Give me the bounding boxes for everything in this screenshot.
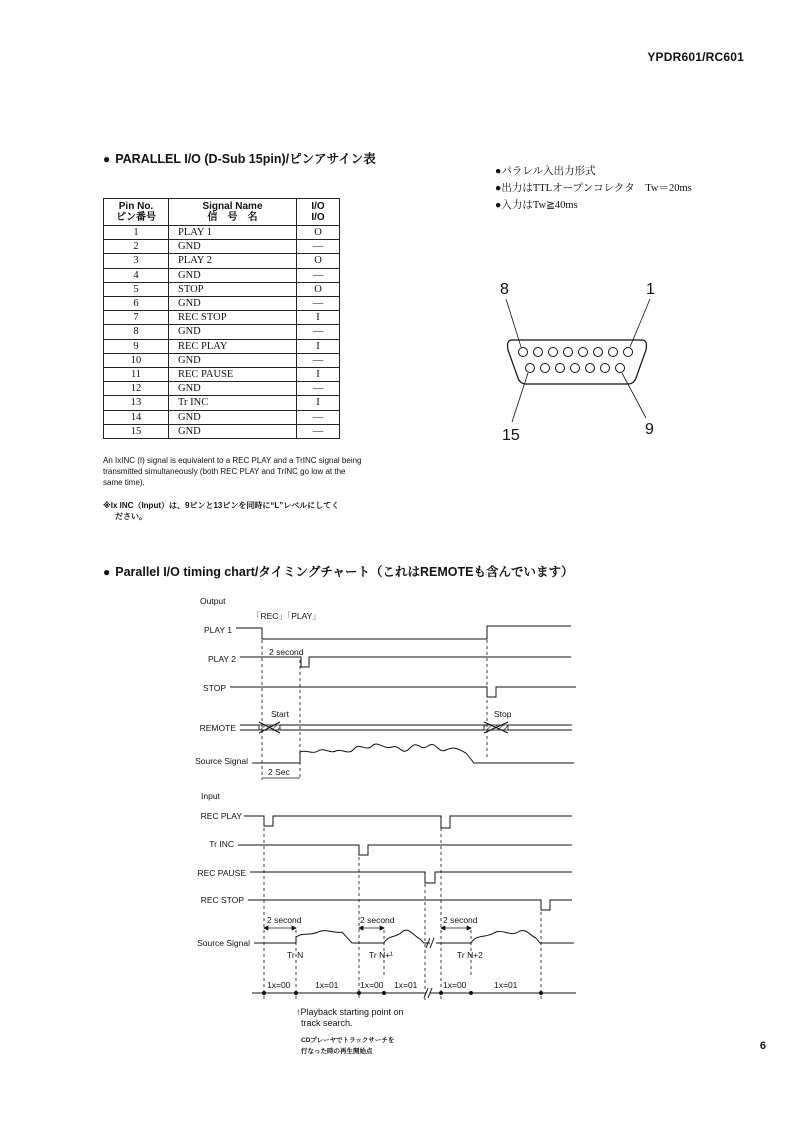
parallel-io-title [103, 149, 376, 167]
ixinc-note-jp [103, 500, 423, 522]
cell-io: — [297, 268, 340, 282]
dsub-connector-diagram [490, 272, 670, 447]
cell-io: O [297, 282, 340, 296]
cell-signal: STOP [169, 282, 297, 296]
cell-pin: 9 [104, 339, 169, 353]
cell-io: — [297, 325, 340, 339]
cell-signal: GND [169, 424, 297, 438]
spec-input: ●入力はTw≧40ms [495, 200, 578, 211]
source-signal-output-label: Source Signal [195, 756, 248, 766]
rec-pause-waveform [250, 872, 572, 883]
cell-pin: 8 [104, 325, 169, 339]
play2-2second-label: 2 second [269, 647, 304, 657]
cell-signal: REC PLAY [169, 339, 297, 353]
rec-stop-label: REC STOP [200, 895, 244, 905]
cell-pin: 10 [104, 353, 169, 367]
table-row [104, 282, 340, 296]
timing-guides [262, 628, 541, 1000]
cell-io: I [297, 396, 340, 410]
input-2second-b: 2 second [360, 915, 395, 925]
cell-pin: 15 [104, 424, 169, 438]
source-input-waveform [254, 930, 574, 943]
bullet-icon: ● [103, 152, 111, 166]
pin-assignment-table [103, 198, 340, 439]
cell-pin: 13 [104, 396, 169, 410]
ix01-a: 1x=01 [315, 980, 339, 990]
break-marks [424, 938, 434, 998]
cell-pin: 7 [104, 311, 169, 325]
table-row [104, 424, 340, 438]
spec-format: ●パラレル入出力形式 [495, 166, 596, 177]
cell-signal: PLAY 1 [169, 226, 297, 240]
timing-chart-title-text: Parallel I/O timing chart/タイミングチャート（これはREMOTEも含んでいます） [115, 565, 574, 579]
cell-pin: 1 [104, 226, 169, 240]
cell-pin: 12 [104, 382, 169, 396]
table-row [104, 311, 340, 325]
pin-1-label: 1 [646, 281, 655, 298]
cell-signal: REC PAUSE [169, 368, 297, 382]
cell-pin: 3 [104, 254, 169, 268]
cell-io: I [297, 311, 340, 325]
table-row [104, 396, 340, 410]
cell-signal: GND [169, 240, 297, 254]
tr-n1-label: Tr N+¹ [369, 950, 394, 960]
play2-waveform [240, 657, 571, 667]
cell-io: I [297, 368, 340, 382]
playback-jp-1: CDプレーヤでトラックサーチを [301, 1037, 395, 1044]
note-jp-line-2: ださい。 [115, 512, 147, 521]
playback-note-1: ↑Playback starting point on [296, 1007, 404, 1017]
table-row [104, 353, 340, 367]
rec-play-waveform [244, 816, 572, 828]
ix00-b: 1x=00 [360, 980, 384, 990]
cell-signal: GND [169, 410, 297, 424]
source-signal-input-label: Source Signal [197, 938, 250, 948]
table-row [104, 226, 340, 240]
table-row [104, 410, 340, 424]
cell-io: — [297, 410, 340, 424]
stop-mark-label: Stop [494, 709, 512, 719]
rec-play-caption: 「REC」「PLAY」 [252, 611, 321, 621]
cell-signal: GND [169, 325, 297, 339]
ix00-c: 1x=00 [443, 980, 467, 990]
connector-shell [508, 340, 647, 384]
play1-label: PLAY 1 [203, 625, 232, 635]
header-io: I/O I/O [297, 199, 340, 226]
timing-chart-title [103, 562, 573, 580]
remote-label: REMOTE [199, 723, 236, 733]
note-line-2: transmitted simultaneously (both REC PLAY and TrINC go low at the [103, 467, 346, 476]
input-2second-a: 2 second [267, 915, 302, 925]
cell-pin: 6 [104, 297, 169, 311]
model-number: YPDR601/RC601 [647, 50, 744, 64]
stop-waveform [230, 687, 576, 697]
rec-pause-label: REC PAUSE [197, 868, 246, 878]
timing-chart [0, 590, 793, 1070]
table-row [104, 254, 340, 268]
tr-inc-waveform [238, 845, 572, 855]
cell-signal: PLAY 2 [169, 254, 297, 268]
table-row [104, 325, 340, 339]
cell-io: O [297, 254, 340, 268]
cell-signal: GND [169, 382, 297, 396]
stop-label: STOP [203, 683, 226, 693]
spec-output: ●出力はTTLオープンコレクタ Tw＝20ms [495, 183, 692, 194]
start-label: Start [271, 709, 289, 719]
ixinc-note-en [103, 455, 423, 488]
cell-signal: Tr INC [169, 396, 297, 410]
header-pin: Pin No. ピン番号 [104, 199, 169, 226]
ix00-a: 1x=00 [267, 980, 291, 990]
table-header-row [104, 199, 340, 226]
tr-n2-label: Tr N+2 [457, 950, 483, 960]
note-line-1: An IxINC (I) signal is equivalent to a REC PLAY and a TrINC signal being [103, 456, 362, 465]
playback-jp-2: 行なった時の再生開始点 [301, 1048, 373, 1055]
cell-signal: GND [169, 297, 297, 311]
remote-cross-marks [259, 722, 508, 733]
tr-inc-label: Tr INC [209, 839, 234, 849]
note-jp-line-1: ※Ix INC（Input）は、9ピンと13ピンを同時に“L”レベルにしてく [103, 501, 340, 510]
pin-15-label: 15 [502, 427, 520, 444]
cell-io: O [297, 226, 340, 240]
rec-play-label: REC PLAY [200, 811, 242, 821]
table-row [104, 382, 340, 396]
header-signal: Signal Name 信 号 名 [169, 199, 297, 226]
cell-io: — [297, 297, 340, 311]
tr-n-label: Tr N [287, 950, 304, 960]
cell-io: I [297, 339, 340, 353]
connector-pins [519, 348, 633, 373]
bullet-icon: ● [103, 565, 111, 579]
table-row [104, 240, 340, 254]
pin-8-label: 8 [500, 281, 509, 298]
table-row [104, 268, 340, 282]
play2-label: PLAY 2 [207, 654, 236, 664]
parallel-io-title-text: PARALLEL I/O (D-Sub 15pin)/ピンアサイン表 [115, 152, 376, 166]
cell-pin: 14 [104, 410, 169, 424]
interval-arrows [262, 778, 471, 930]
cell-signal: GND [169, 353, 297, 367]
cell-pin: 4 [104, 268, 169, 282]
play1-waveform [236, 626, 571, 639]
ix01-c: 1x=01 [494, 980, 518, 990]
cell-io: — [297, 240, 340, 254]
pin-leader-lines [506, 299, 650, 422]
source-output-waveform [300, 744, 574, 763]
note-line-3: same time). [103, 478, 145, 487]
cell-io: — [297, 353, 340, 367]
table-row [104, 368, 340, 382]
cell-io: — [297, 382, 340, 396]
cell-pin: 5 [104, 282, 169, 296]
cell-pin: 11 [104, 368, 169, 382]
ix01-b: 1x=01 [394, 980, 418, 990]
cell-signal: GND [169, 268, 297, 282]
rec-stop-waveform [248, 900, 572, 910]
table-row [104, 297, 340, 311]
io-spec-list [495, 163, 692, 214]
input-2second-c: 2 second [443, 915, 478, 925]
two-sec-label: 2 Sec [268, 767, 290, 777]
cell-signal: REC STOP [169, 311, 297, 325]
output-label: Output [200, 596, 226, 606]
pin-9-label: 9 [645, 421, 654, 438]
table-row [104, 339, 340, 353]
input-label: Input [201, 791, 220, 801]
cell-io: — [297, 424, 340, 438]
cell-pin: 2 [104, 240, 169, 254]
page-number: 6 [759, 1040, 766, 1052]
playback-note-2: track search. [301, 1018, 353, 1028]
